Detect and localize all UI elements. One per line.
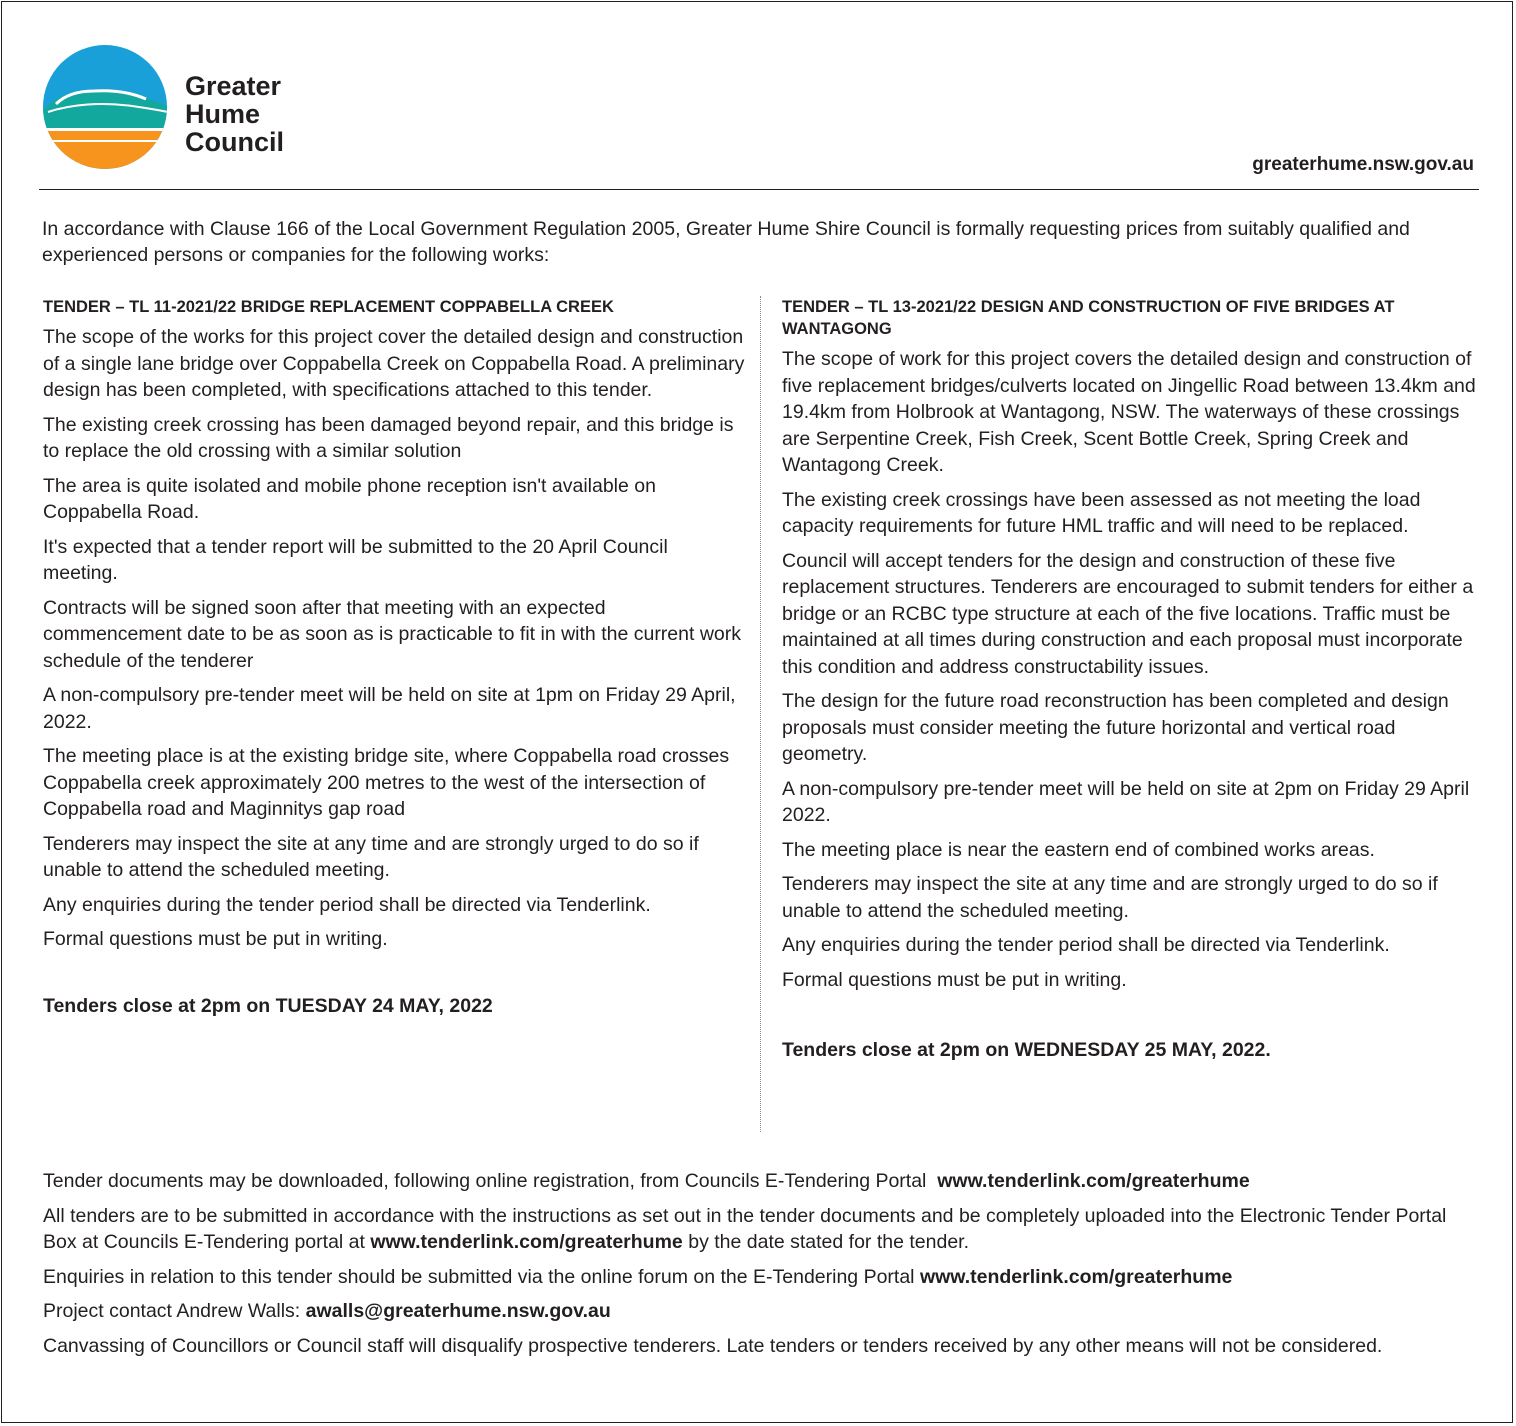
tender-tl11-closing-date: Tenders close at 2pm on TUESDAY 24 MAY, 2022	[43, 994, 493, 1017]
footer-submission-text: All tenders are to be submitted in accordance with the instructions as set out in the tender documents and be completely uploaded into the Electronic Tender Portal Box at Councils E-Tendering portal at	[43, 1204, 1447, 1253]
tender-tl13-paragraph: The design for the future road reconstruction has been completed and design proposals must consider meeting the future horizontal and vertical road geometry.	[782, 690, 1449, 765]
tender-tl13-paragraph: The existing creek crossings have been assessed as not meeting the load capacity requirements for future HML traffic and will need to be replaced.	[782, 488, 1421, 537]
tender-tl11-paragraph: Contracts will be signed soon after that meeting with an expected commencement date to be as soon as is practicable to fit in with the current work schedule of the tenderer	[43, 596, 742, 672]
tender-tl11-paragraph: The meeting place is at the existing bridge site, where Coppabella road crosses Coppabella creek approximately 200 metres to the west of the intersection of Coppabella road and Maginnitys gap road	[43, 745, 730, 820]
contact-email-link[interactable]: awalls@greaterhume.nsw.gov.au	[305, 1300, 611, 1322]
footer-submission-text-end: by the date stated for the tender.	[688, 1231, 969, 1253]
tender-tl11-paragraph: Formal questions must be put in writing.	[43, 928, 388, 950]
tender-tl11-paragraph: The area is quite isolated and mobile phone reception isn't available on Coppabella Road.	[43, 474, 656, 523]
tender-tl13-paragraph: Council will accept tenders for the design and construction of these five replacement structures. Tenderers are encouraged to submit tenders for either a bridge or an RCBC type structure at each of the five locations. Traffic must be maintained at all times during construction and each proposal must incorporate this condition and address constructability issues.	[782, 549, 1474, 678]
column-divider	[760, 296, 761, 1132]
brand-line-3: Council	[185, 127, 284, 157]
footer-instructions	[43, 1168, 1473, 1367]
footer-contact-info	[43, 1298, 1473, 1325]
tenderlink-link[interactable]: www.tenderlink.com/greaterhume	[919, 1265, 1233, 1288]
footer-download-text: Tender documents may be downloaded, following online registration, from Councils E-Tendering Portal	[43, 1170, 927, 1192]
tender-notice	[1, 1, 1513, 1423]
council-wordmark	[185, 72, 284, 156]
tender-tl11-paragraph: A non-compulsory pre-tender meet will be held on site at 1pm on Friday 29 April, 2022.	[43, 684, 736, 733]
footer-contact-text: Project contact Andrew Walls:	[43, 1300, 301, 1322]
footer-enquiries-text: Enquiries in relation to this tender should be submitted via the online forum on the E-Tendering Portal	[43, 1265, 915, 1288]
tender-tl13-paragraph: Formal questions must be put in writing.	[782, 968, 1127, 991]
tender-tl11-paragraph: It's expected that a tender report will be submitted to the 20 April Council meeting.	[43, 535, 668, 584]
footer-submission-info	[43, 1203, 1473, 1256]
tender-tl13-closing-date: Tenders close at 2pm on WEDNESDAY 25 MAY, 2022.	[782, 1039, 1271, 1061]
footer-download-info	[43, 1168, 1473, 1195]
tender-tl11-heading: TENDER – TL 11-2021/22 BRIDGE REPLACEMENT COPPABELLA CREEK	[43, 298, 614, 316]
tender-tl11-paragraph: The scope of the works for this project cover the detailed design and construction of a single lane bridge over Coppabella Creek on Coppabella Road. A preliminary design has been completed, with specifications attached to this tender.	[43, 326, 745, 401]
brand-line-1: Greater	[185, 71, 282, 101]
tenderlink-link[interactable]: www.tenderlink.com/greaterhume	[370, 1231, 683, 1253]
tender-tl13-paragraph: Any enquiries during the tender period shall be directed via Tenderlink.	[782, 934, 1390, 956]
tender-tl11-paragraph: Tenderers may inspect the site at any time and are strongly urged to do so if unable to attend the scheduled meeting.	[43, 832, 699, 881]
greater-hume-logo-icon	[42, 44, 168, 170]
header-divider	[39, 189, 1479, 190]
tender-tl13-paragraph: Tenderers may inspect the site at any time and are strongly urged to do so if unable to attend the scheduled meeting.	[782, 873, 1438, 922]
tender-tl13-paragraph: The meeting place is near the eastern end of combined works areas.	[782, 838, 1375, 861]
tender-tl11-paragraph: The existing creek crossing has been damaged beyond repair, and this bridge is to replace the old crossing with a similar solution	[43, 413, 734, 462]
footer-canvassing-notice: Canvassing of Councillors or Council staff will disqualify prospective tenderers. Late tenders or tenders received by any other means will not be considered.	[43, 1334, 1383, 1357]
brand-line-2: Hume	[185, 99, 261, 129]
tenderlink-link[interactable]: www.tenderlink.com/greaterhume	[937, 1170, 1250, 1192]
council-website-link[interactable]: greaterhume.nsw.gov.au	[1252, 154, 1474, 175]
tender-tl13-heading: TENDER – TL 13-2021/22 DESIGN AND CONSTRUCTION OF FIVE BRIDGES AT WANTAGONG	[782, 298, 1395, 338]
tender-tl13-column	[782, 296, 1482, 1063]
footer-enquiries-info	[43, 1264, 1473, 1291]
intro-paragraph: In accordance with Clause 166 of the Local Government Regulation 2005, Greater Hume Shire Council is formally requesting prices from suitably qualified and experienced persons or companies for the following works:	[42, 218, 1410, 266]
tender-tl11-paragraph: Any enquiries during the tender period shall be directed via Tenderlink.	[43, 893, 651, 916]
tender-tl13-paragraph: A non-compulsory pre-tender meet will be held on site at 2pm on Friday 29 April 2022.	[782, 777, 1470, 826]
tender-tl13-paragraph: The scope of work for this project covers the detailed design and construction of five replacement bridges/culverts located on Jingellic Road between 13.4km and 19.4km from Holbrook at Wantagong, NSW. The waterways of these crossings are Serpentine Creek, Fish Creek, Scent Bottle Creek, Spring Creek and Wantagong Creek.	[782, 348, 1476, 476]
tender-tl11-column	[43, 296, 748, 1019]
